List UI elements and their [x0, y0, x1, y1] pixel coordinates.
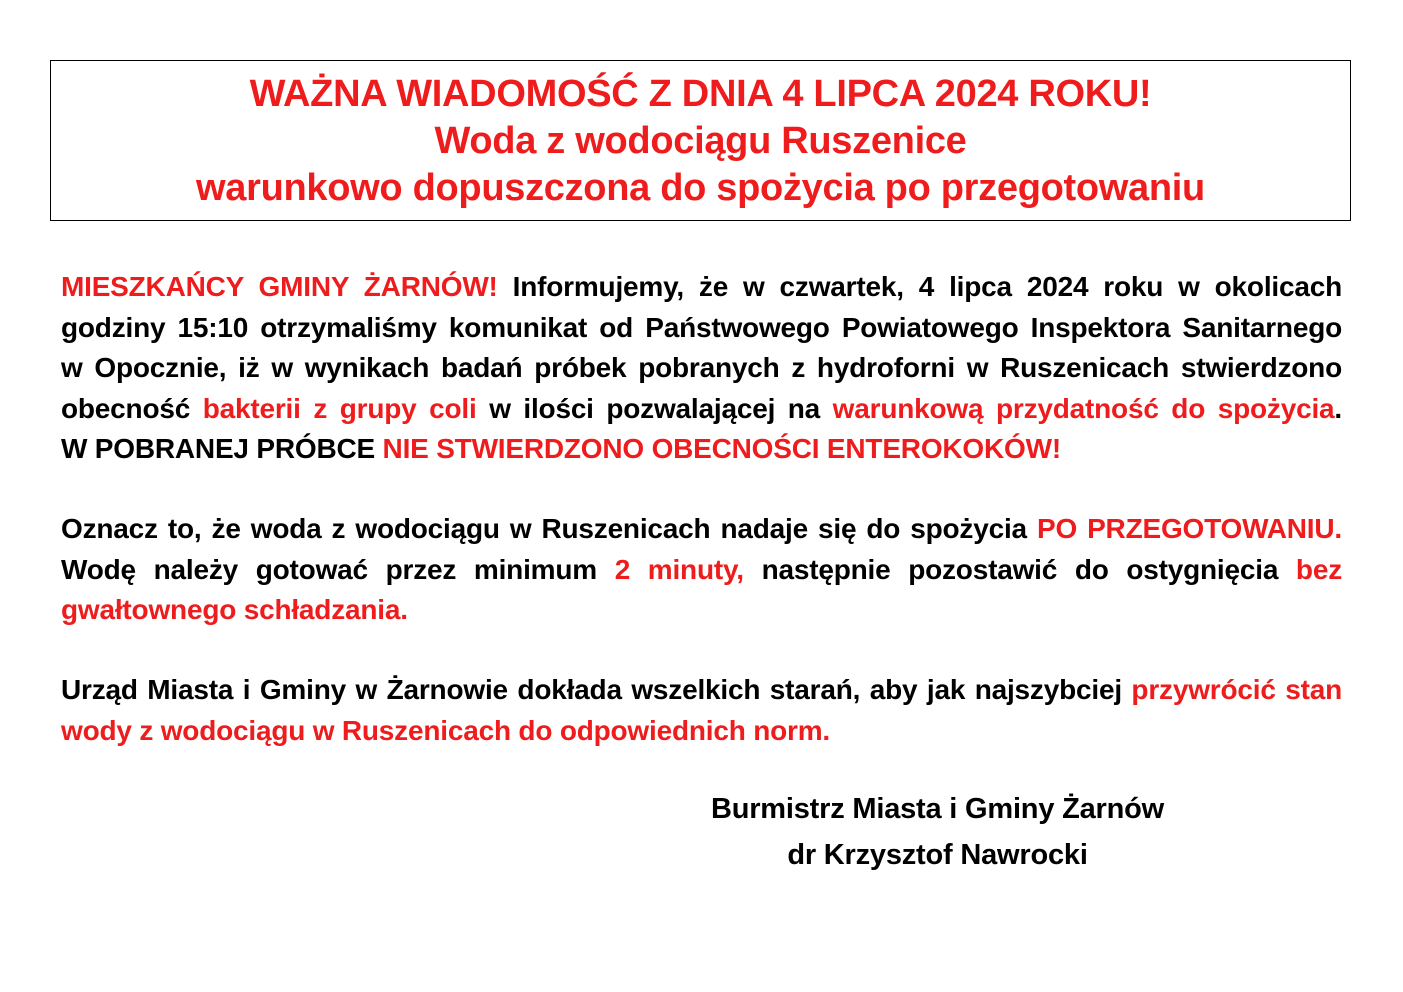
- signature-block: [660, 786, 1215, 878]
- paragraph-boiling-instructions: [61, 509, 1342, 631]
- cooling-highlight: bez: [1295, 553, 1342, 585]
- after-boiling-highlight: PO PRZEGOTOWANIU.: [1036, 513, 1342, 544]
- announcement-subtitle: Woda z wodociągu Ruszenice: [434, 120, 967, 162]
- announcement-status: warunkowo dopuszczona do spożycia po przegotowaniu: [196, 167, 1205, 209]
- paragraph-line: [61, 509, 1342, 550]
- boil-duration-highlight: 2 minuty,: [614, 553, 744, 585]
- paragraph-line: godziny 15:10 otrzymaliśmy komunikat od Państwowego Powiatowego Inspektora Sanitarnego: [61, 311, 1342, 343]
- text-span: obecność: [61, 392, 203, 424]
- announcement-title: WAŻNA WIADOMOŚĆ Z DNIA 4 LIPCA 2024 ROKU!: [249, 73, 1152, 115]
- cooling-highlight-continued: gwałtownego schładzania.: [61, 594, 408, 625]
- paragraph-office-statement: [61, 670, 1342, 751]
- no-enterococci-highlight: NIE STWIERDZONO OBECNOŚCI ENTEROKOKÓW!: [382, 433, 1061, 464]
- paragraph-line: [61, 590, 1342, 631]
- text-span: w ilości pozwalającej na: [476, 392, 833, 424]
- residents-callout: MIESZKAŃCY GMINY ŻARNÓW!: [61, 271, 498, 302]
- bacteria-highlight: bakterii z grupy coli: [202, 392, 477, 424]
- conditional-suitability-highlight: warunkową przydatność do spożycia: [832, 392, 1335, 424]
- restore-highlight: przywrócić stan: [1131, 674, 1342, 705]
- paragraph-line: [61, 267, 1342, 308]
- paragraph-lab-results: [61, 267, 1342, 470]
- text-span: Urząd Miasta i Gminy w Żarnowie dokłada wszelkich starań, aby jak najszybciej: [61, 674, 1132, 705]
- paragraph-line: [61, 550, 1342, 591]
- paragraph-line: [61, 389, 1342, 430]
- text-span: .: [1334, 392, 1342, 424]
- signature-title: Burmistrz Miasta i Gminy Żarnów: [710, 793, 1165, 825]
- text-span: Informujemy, że w czwartek, 4 lipca 2024 roku w okolicach: [497, 271, 1342, 302]
- restore-highlight-continued: wody z wodociągu w Ruszenicach do odpowiednich norm.: [61, 714, 830, 746]
- text-span: W POBRANEJ PRÓBCE: [61, 433, 383, 464]
- paragraph-line: [61, 429, 1342, 470]
- paragraph-line: [61, 670, 1342, 711]
- signature-name: dr Krzysztof Nawrocki: [787, 839, 1088, 871]
- paragraph-line: w Opocznie, iż w wynikach badań próbek pobranych z hydroforni w Ruszenicach stwierdzono: [61, 352, 1342, 383]
- text-span: następnie pozostawić do ostygnięcia: [743, 553, 1296, 585]
- text-span: Oznacz to, że woda z wodociągu w Ruszenicach nadaje się do spożycia: [61, 513, 1037, 544]
- announcement-header-box: [50, 60, 1351, 221]
- text-span: Wodę należy gotować przez minimum: [61, 553, 615, 585]
- paragraph-line: [61, 711, 1342, 752]
